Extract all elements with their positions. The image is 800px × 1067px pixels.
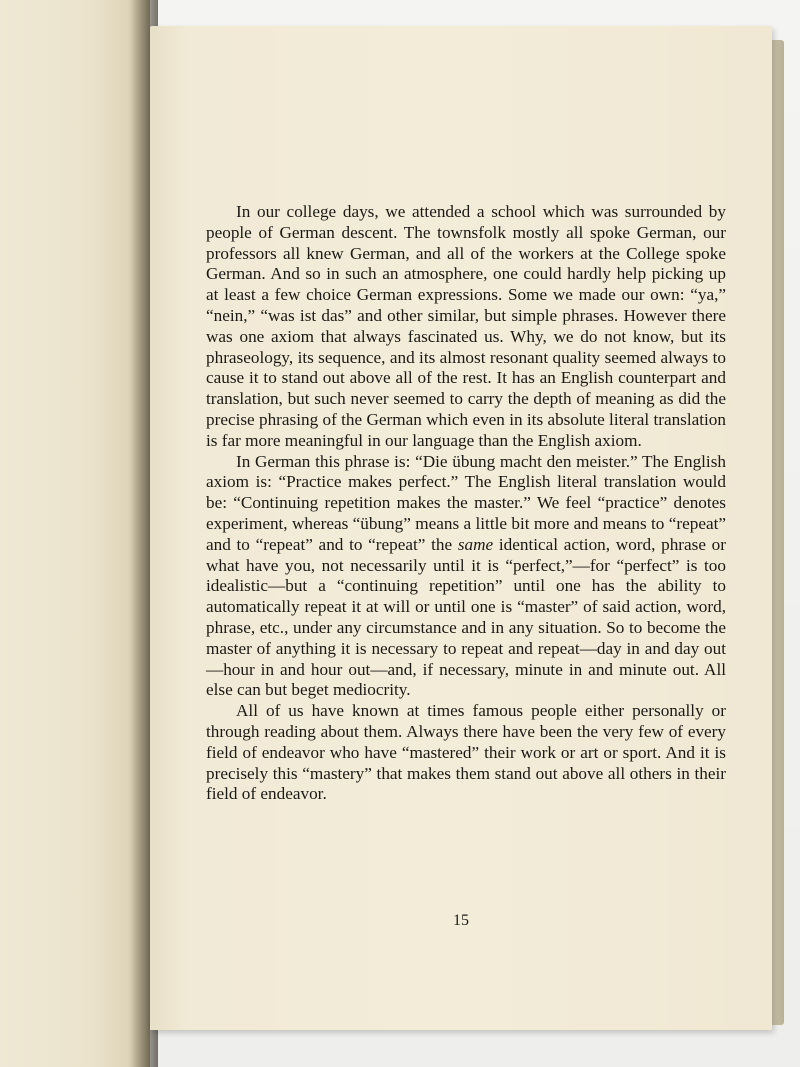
paragraph bbox=[206, 202, 726, 452]
paragraph bbox=[206, 701, 726, 805]
paragraph bbox=[206, 452, 726, 702]
page-number: 15 bbox=[453, 912, 469, 929]
text-segment: identical action, word, phrase or what have you, not necessarily until it is “perfect,”—for “perfect” is too idealistic—but a “continuing repetition” until one has the ability to automatically repeat it at will or until one is “master” of said action, word, phrase, etc., under any circumstance and in any situation. So to become the master of anything it is necessary to repeat and repeat—day in and day out—hour in and hour out—and, if necessary, minute in and minute out. All else can but beget mediocrity. bbox=[206, 534, 727, 700]
italic-text-segment: same bbox=[457, 534, 494, 554]
book-page bbox=[150, 26, 772, 1030]
text-segment: All of us have known at times famous people either personally or through reading about them. Always there have been the very few of every field of endeavor who have “mastered” their work or art or sport. And it is precisely this “mastery” that makes them stand out above all others in their field of endeavor. bbox=[206, 701, 726, 804]
text-segment: In our college days, we attended a school which was surrounded by people of German descent. The townsfolk mostly all spoke German, our professors all knew German, and all of the workers at the College spoke German. And so in such an atmosphere, one could hardly help picking up at least a few choice German expressions. Some we made our own: “ya,” “nein,” “was ist das” and other similar, but simple phrases. However there was one axiom that always fascinated us. Why, we do not know, but its phraseology, its sequence, and its almost resonant quality seemed always to cause it to stand out above all of the rest. It has an English counterpart and translation, but such never seemed to carry the depth of meaning as did the precise phrasing of the German which even in its absolute literal translation is far more meaningful in our language than the English axiom. bbox=[206, 202, 726, 450]
book-cover-edge bbox=[770, 40, 784, 1025]
text-segment: In German this phrase is: “Die übung macht den meister.” The English axiom is: “Practice makes perfect.” The English literal translation would be: “Continuing repetition makes the master.” We feel “practice” denotes experiment, whereas “übung” means a little bit more and means to “repeat” and to “repeat” and to “repeat” the bbox=[206, 451, 726, 554]
body-text bbox=[206, 202, 726, 805]
